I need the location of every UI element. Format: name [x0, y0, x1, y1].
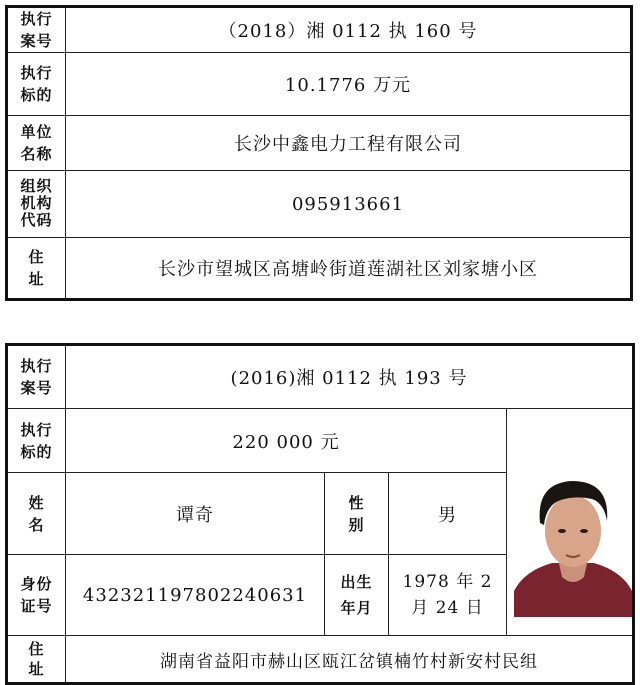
address-label: 住址 — [7, 636, 66, 684]
name-value: 谭奇 — [66, 473, 325, 555]
gender-value: 男 — [389, 473, 507, 555]
record-table-2 — [5, 343, 635, 685]
person-photo-svg — [514, 461, 632, 617]
id-number-label: 身份证号 — [7, 555, 66, 636]
dob-label: 出生年月 — [325, 555, 389, 636]
name-label: 姓名 — [7, 473, 66, 555]
gender-label: 性别 — [325, 473, 389, 555]
amount-value: 220 000 元 — [66, 409, 507, 473]
org-code-label: 组织机构代码 — [7, 171, 66, 238]
photo-cell — [507, 409, 634, 636]
company-label: 单位名称 — [7, 116, 66, 171]
case-number-label: 执行案号 — [7, 7, 66, 53]
amount-value: 10.1776 万元 — [66, 53, 632, 116]
org-code-value: 095913661 — [66, 171, 632, 238]
id-number-value: 432321197802240631 — [66, 555, 325, 636]
record-table-1 — [5, 5, 633, 301]
dob-value: 1978 年 2 月 24 日 — [389, 555, 507, 636]
case-number-label: 执行案号 — [7, 345, 66, 409]
case-number-value: （2018）湘 0112 执 160 号 — [66, 7, 632, 53]
amount-label: 执行标的 — [7, 409, 66, 473]
address-value: 长沙市望城区高塘岭街道莲湖社区刘家塘小区 — [66, 238, 632, 300]
address-label: 住址 — [7, 238, 66, 300]
case-number-value: (2016)湘 0112 执 193 号 — [66, 345, 634, 409]
company-value: 长沙中鑫电力工程有限公司 — [66, 116, 632, 171]
person-photo — [514, 461, 632, 617]
address-value: 湖南省益阳市赫山区瓯江岔镇楠竹村新安村民组 — [66, 636, 634, 684]
amount-label: 执行标的 — [7, 53, 66, 116]
